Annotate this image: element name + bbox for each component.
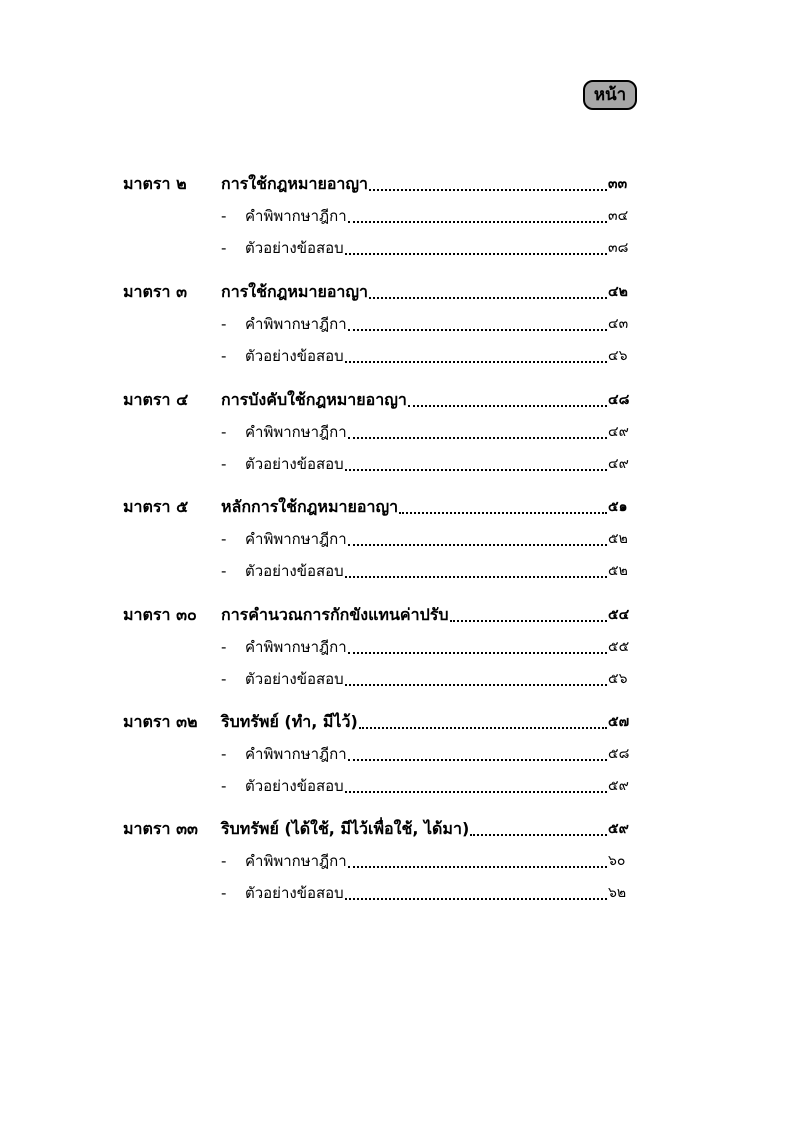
dot-leader bbox=[345, 576, 607, 578]
entry-title: คำพิพากษาฎีกา bbox=[245, 638, 347, 656]
dot-leader bbox=[345, 469, 607, 471]
dash-bullet: - bbox=[221, 207, 227, 225]
section-number: มาตรา ๕ bbox=[123, 497, 189, 516]
page-number: ๕๙ bbox=[608, 821, 629, 837]
entry-title: การบังคับใช้กฎหมายอาญา bbox=[221, 390, 407, 409]
section-number: มาตรา ๓๓ bbox=[123, 819, 198, 838]
toc-sub-row[interactable] bbox=[0, 206, 794, 238]
section-number: มาตรา ๓ bbox=[123, 282, 188, 301]
dash-bullet: - bbox=[221, 745, 227, 763]
entry-title: คำพิพากษาฎีกา bbox=[245, 207, 347, 225]
dash-bullet: - bbox=[221, 423, 227, 441]
dot-leader bbox=[470, 834, 607, 836]
page-number: ๖๒ bbox=[608, 885, 627, 901]
toc-sub-row[interactable] bbox=[0, 561, 794, 593]
toc-sub-row[interactable] bbox=[0, 529, 794, 561]
toc-sub-row[interactable] bbox=[0, 883, 794, 915]
dash-bullet: - bbox=[221, 777, 227, 795]
page-number: ๕๘ bbox=[608, 746, 630, 762]
dash-bullet: - bbox=[221, 455, 227, 473]
toc-main-row[interactable] bbox=[0, 497, 794, 529]
page-number: ๔๓ bbox=[608, 316, 629, 332]
toc-main-row[interactable] bbox=[0, 390, 794, 422]
dot-leader bbox=[399, 512, 607, 514]
entry-title: ตัวอย่างข้อสอบ bbox=[245, 670, 344, 688]
dot-leader bbox=[345, 898, 607, 900]
page-number: ๕๒ bbox=[608, 531, 628, 547]
page-number: ๕๖ bbox=[608, 671, 628, 687]
entry-title: หลักการใช้กฎหมายอาญา bbox=[221, 497, 399, 516]
dot-leader bbox=[348, 329, 607, 331]
entry-title: การคำนวณการกักขังแทนค่าปรับ bbox=[221, 605, 449, 624]
toc-main-row[interactable] bbox=[0, 605, 794, 637]
dot-leader bbox=[345, 684, 607, 686]
dot-leader bbox=[348, 221, 607, 223]
page-number: ๕๗ bbox=[608, 714, 630, 730]
toc-sub-row[interactable] bbox=[0, 346, 794, 378]
toc-sub-row[interactable] bbox=[0, 744, 794, 776]
page-number: ๕๙ bbox=[608, 778, 629, 794]
dot-leader bbox=[369, 297, 607, 299]
dot-leader bbox=[369, 189, 607, 191]
section-number: มาตรา ๓๐ bbox=[123, 605, 197, 624]
entry-title: ตัวอย่างข้อสอบ bbox=[245, 455, 344, 473]
toc-main-row[interactable] bbox=[0, 819, 794, 851]
entry-title: ตัวอย่างข้อสอบ bbox=[245, 884, 344, 902]
page-number: ๔๘ bbox=[608, 392, 630, 408]
page-label: หน้า bbox=[593, 84, 627, 105]
page-number: ๔๒ bbox=[608, 284, 628, 300]
dot-leader bbox=[348, 437, 607, 439]
page-number: ๖๐ bbox=[608, 853, 626, 869]
toc-sub-row[interactable] bbox=[0, 851, 794, 883]
dash-bullet: - bbox=[221, 562, 227, 580]
entry-title: การใช้กฎหมายอาญา bbox=[221, 282, 369, 301]
entry-title: คำพิพากษาฎีกา bbox=[245, 423, 347, 441]
dot-leader bbox=[348, 866, 607, 868]
page-number: ๔๙ bbox=[608, 424, 629, 440]
section-number: มาตรา ๒ bbox=[123, 174, 187, 193]
toc-sub-row[interactable] bbox=[0, 454, 794, 486]
dash-bullet: - bbox=[221, 638, 227, 656]
page-number: ๓๓ bbox=[608, 176, 628, 192]
dot-leader bbox=[345, 791, 607, 793]
dot-leader bbox=[450, 620, 608, 622]
page-number: ๕๒ bbox=[608, 563, 628, 579]
toc-sub-row[interactable] bbox=[0, 422, 794, 454]
page-number: ๕๑ bbox=[608, 499, 628, 515]
entry-title: ตัวอย่างข้อสอบ bbox=[245, 562, 344, 580]
dot-leader bbox=[348, 544, 607, 546]
dot-leader bbox=[348, 759, 607, 761]
entry-title: คำพิพากษาฎีกา bbox=[245, 315, 347, 333]
page-number: ๔๖ bbox=[608, 348, 628, 364]
toc-sub-row[interactable] bbox=[0, 314, 794, 346]
entry-title: ริบทรัพย์ (ได้ใช้, มีไว้เพื่อใช้, ได้มา) bbox=[221, 819, 470, 838]
section-number: มาตรา ๓๒ bbox=[123, 712, 198, 731]
entry-title: คำพิพากษาฎีกา bbox=[245, 852, 347, 870]
toc-main-row[interactable] bbox=[0, 282, 794, 314]
entry-title: ริบทรัพย์ (ทำ, มีไว้) bbox=[221, 712, 358, 731]
toc-main-row[interactable] bbox=[0, 174, 794, 206]
toc-sub-row[interactable] bbox=[0, 669, 794, 701]
dot-leader bbox=[348, 652, 607, 654]
page-column-header-badge bbox=[583, 80, 637, 110]
entry-title: ตัวอย่างข้อสอบ bbox=[245, 347, 344, 365]
entry-title: คำพิพากษาฎีกา bbox=[245, 745, 347, 763]
dash-bullet: - bbox=[221, 315, 227, 333]
entry-title: ตัวอย่างข้อสอบ bbox=[245, 239, 344, 257]
dot-leader bbox=[359, 727, 607, 729]
page-number: ๓๘ bbox=[608, 240, 629, 256]
section-number: มาตรา ๔ bbox=[123, 390, 189, 409]
page-number: ๕๕ bbox=[608, 639, 630, 655]
page-number: ๕๔ bbox=[608, 607, 630, 623]
dot-leader bbox=[345, 361, 607, 363]
toc-main-row[interactable] bbox=[0, 712, 794, 744]
dot-leader bbox=[408, 405, 607, 407]
page-number: ๓๔ bbox=[608, 208, 629, 224]
toc-sub-row[interactable] bbox=[0, 776, 794, 808]
dot-leader bbox=[345, 253, 607, 255]
dash-bullet: - bbox=[221, 347, 227, 365]
dash-bullet: - bbox=[221, 239, 227, 257]
dash-bullet: - bbox=[221, 530, 227, 548]
dash-bullet: - bbox=[221, 884, 227, 902]
entry-title: คำพิพากษาฎีกา bbox=[245, 530, 347, 548]
page-number: ๔๙ bbox=[608, 456, 629, 472]
dash-bullet: - bbox=[221, 670, 227, 688]
entry-title: การใช้กฎหมายอาญา bbox=[221, 174, 369, 193]
entry-title: ตัวอย่างข้อสอบ bbox=[245, 777, 344, 795]
dash-bullet: - bbox=[221, 852, 227, 870]
toc-sub-row[interactable] bbox=[0, 238, 794, 270]
toc-sub-row[interactable] bbox=[0, 637, 794, 669]
